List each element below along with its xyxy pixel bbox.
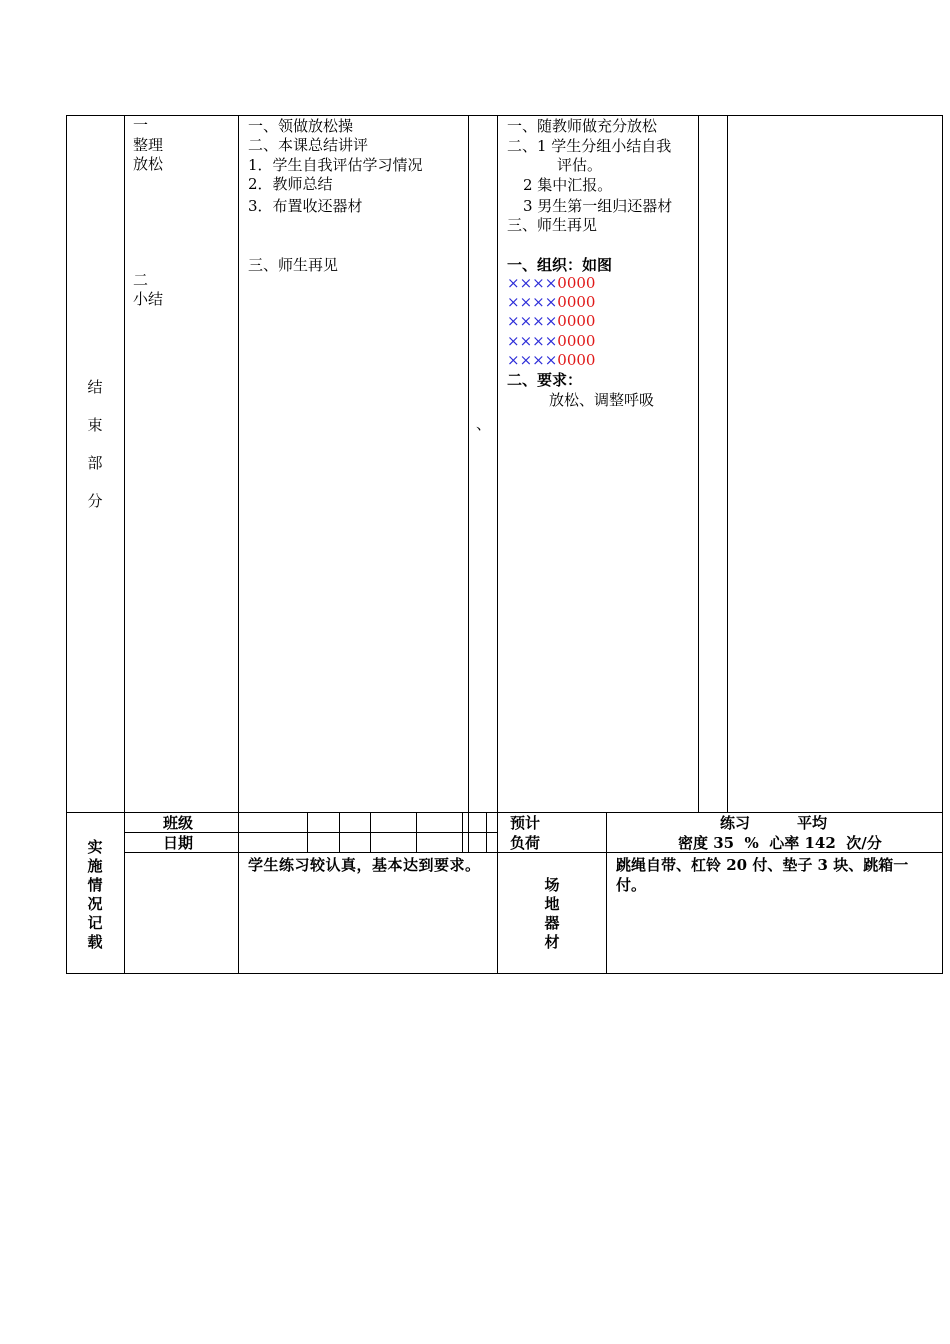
teacher-farewell: 三、师生再见 — [248, 256, 339, 274]
date-label: 日期 — [163, 834, 194, 852]
average-label: 平均 — [797, 814, 828, 832]
student-line-1: 一、随教师做充分放松 — [507, 117, 658, 135]
cross-marks: ×××× — [507, 351, 558, 369]
formation-row — [507, 274, 595, 294]
requirements-text: 放松、调整呼吸 — [549, 391, 655, 409]
formation-row — [507, 351, 595, 371]
class-label: 班级 — [163, 814, 194, 832]
section-label: 结 束 部 分 — [87, 378, 103, 510]
student-line-5: 3 男生第一组归还器材 — [523, 197, 673, 215]
load-label-1: 预计 — [510, 814, 541, 832]
organization-title: 一、组织：如图 — [507, 256, 613, 274]
circle-marks: 0000 — [557, 274, 596, 292]
equipment-list: 跳绳自带、杠铃 20 付、垫子 3 块、跳箱一付。 — [616, 856, 909, 894]
cross-marks: ×××× — [507, 332, 558, 350]
practice-label: 练习 — [720, 814, 751, 832]
circle-marks: 0000 — [557, 312, 596, 330]
student-line-6: 三、师生再见 — [507, 216, 598, 234]
formation-row — [507, 293, 595, 313]
venue-equipment-label: 场 地 器 材 — [544, 876, 560, 951]
part1-title-line1: 整理 — [133, 136, 164, 154]
record-label: 实 施 情 况 记 载 — [87, 838, 103, 951]
mid-mark: 、 — [476, 415, 492, 433]
teacher-line-4: 2．教师总结 — [248, 175, 333, 193]
cross-marks: ×××× — [507, 274, 558, 292]
student-line-3: 评估。 — [557, 156, 603, 174]
cross-marks: ×××× — [507, 312, 558, 330]
circle-marks: 0000 — [557, 293, 596, 311]
teacher-line-2: 二、本课总结讲评 — [248, 136, 369, 154]
circle-marks: 0000 — [557, 351, 596, 369]
part1-title-line2: 放松 — [133, 155, 164, 173]
load-label-2: 负荷 — [510, 834, 541, 852]
density-heart-rate: 密度 35 % 心率 142 次/分 — [678, 834, 882, 852]
part2-number: 二 — [133, 271, 149, 289]
teacher-line-3: 1．学生自我评估学习情况 — [248, 156, 423, 174]
circle-marks: 0000 — [557, 332, 596, 350]
student-line-4: 2 集中汇报。 — [523, 176, 613, 194]
requirements-title: 二、要求： — [507, 371, 583, 389]
formation-row — [507, 312, 595, 332]
student-line-2: 二、1 学生分组小结自我 — [507, 137, 672, 155]
cross-marks: ×××× — [507, 293, 558, 311]
formation-row — [507, 332, 595, 352]
lesson-summary: 学生练习较认真，基本达到要求。 — [248, 856, 481, 874]
teacher-line-5: 3．布置收还器材 — [248, 197, 363, 215]
part2-title: 小结 — [133, 290, 164, 308]
teacher-line-1: 一、领做放松操 — [248, 117, 354, 135]
part1-number: 一 — [133, 116, 149, 134]
